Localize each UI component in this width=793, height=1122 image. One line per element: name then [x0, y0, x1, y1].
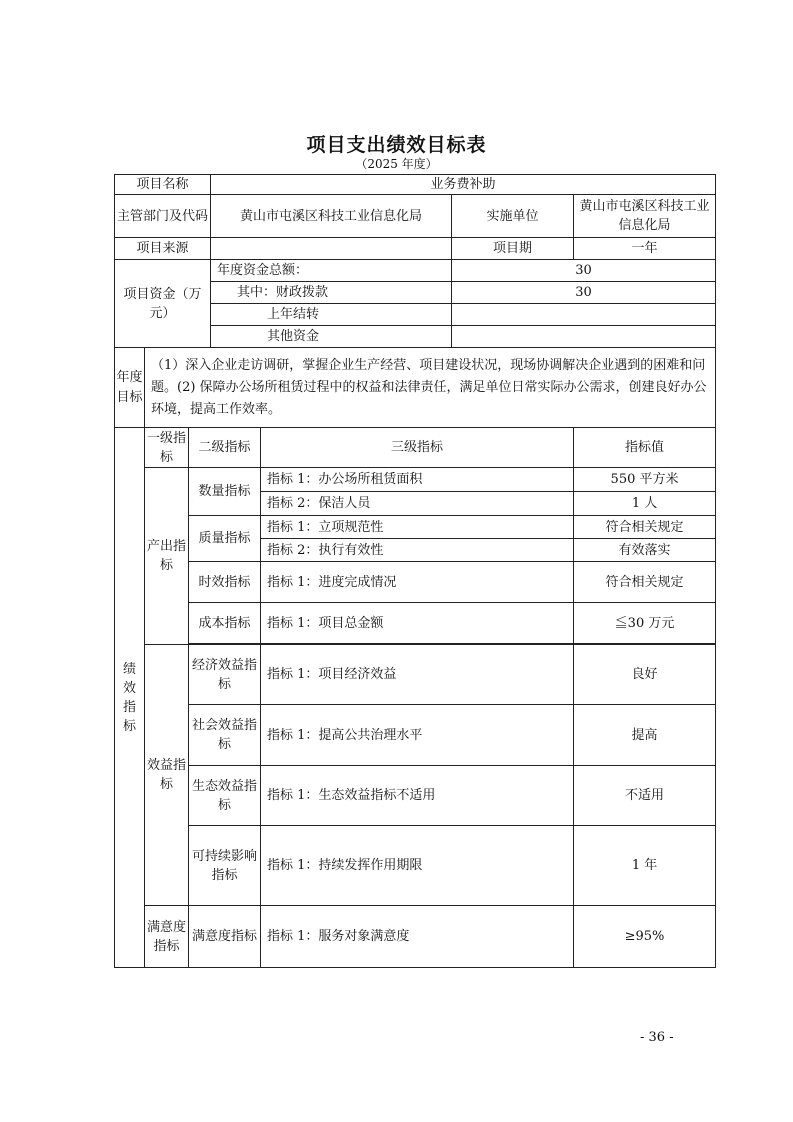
satisfaction-sub-label: 满意度指标	[189, 906, 261, 968]
indicator-name: 指标 1：办公场所租赁面积	[261, 468, 574, 492]
indicator-name: 指标 1：服务对象满意度	[261, 906, 574, 968]
goal-text: （1）深入企业走访调研，掌握企业生产经营、项目建设状况，现场协调解决企业遇到的困难和问题。(2) 保障办公场所租赁过程中的权益和法律责任，满足单位日常实际办公需求，创建良好办公环境，提高工作效率。	[145, 348, 716, 428]
output-label: 产出指标	[145, 468, 189, 645]
funds-label: 项目资金（万元）	[115, 260, 211, 348]
impl-unit-label: 实施单位	[452, 195, 574, 238]
indicator-value: 符合相关规定	[574, 562, 716, 603]
indicator-value: 有效落实	[574, 539, 716, 562]
indicator-value: 550 平方米	[574, 468, 716, 492]
page-number: - 36 -	[640, 1030, 674, 1045]
project-name-value: 业务费补助	[211, 175, 716, 195]
satisfaction-label: 满意度指标	[145, 906, 189, 968]
funds-carryover-label: 上年结转	[211, 304, 452, 326]
indicator-name: 指标 2：保洁人员	[261, 492, 574, 516]
indicator-value: 1 人	[574, 492, 716, 516]
social-label: 社会效益指标	[189, 705, 261, 766]
ecological-label: 生态效益指标	[189, 766, 261, 826]
source-value	[211, 238, 452, 260]
quality-label: 质量指标	[189, 516, 261, 562]
indicator-name: 指标 2：执行有效性	[261, 539, 574, 562]
indicator-name: 指标 1：生态效益指标不适用	[261, 766, 574, 826]
indicator-value: 良好	[574, 645, 716, 705]
funds-fiscal-value: 30	[452, 282, 716, 304]
indicator-value: 符合相关规定	[574, 516, 716, 539]
quantity-label: 数量指标	[189, 468, 261, 516]
funds-carryover-value	[452, 304, 716, 326]
funds-other-value	[452, 326, 716, 348]
indicator-value: 1 年	[574, 826, 716, 906]
sustainable-label: 可持续影响指标	[189, 826, 261, 906]
indicator-name: 指标 1：项目总金额	[261, 603, 574, 644]
goal-label: 年度目标	[115, 348, 145, 428]
indicator-value: 不适用	[574, 766, 716, 826]
indicator-name: 指标 1：项目经济效益	[261, 645, 574, 705]
indicator-value: ≦30 万元	[574, 603, 716, 644]
funds-total-value: 30	[452, 260, 716, 282]
funds-total-label: 年度资金总额：	[211, 260, 452, 282]
funds-fiscal-label: 其中：财政拨款	[211, 282, 452, 304]
economic-label: 经济效益指标	[189, 645, 261, 705]
header-level3: 三级指标	[261, 428, 574, 468]
funds-other-label: 其他资金	[211, 326, 452, 348]
indicator-value: ≥95%	[574, 906, 716, 968]
header-level2: 二级指标	[189, 428, 261, 468]
impl-unit-value: 黄山市屯溪区科技工业信息化局	[574, 195, 716, 238]
timeliness-label: 时效指标	[189, 562, 261, 603]
header-level1: 一级指标	[145, 428, 189, 468]
indicator-value: 提高	[574, 705, 716, 766]
header-value: 指标值	[574, 428, 716, 468]
indicator-name: 指标 1：提高公共治理水平	[261, 705, 574, 766]
period-label: 项目期	[452, 238, 574, 260]
indicator-name: 指标 1：立项规范性	[261, 516, 574, 539]
source-label: 项目来源	[115, 238, 211, 260]
dept-value: 黄山市屯溪区科技工业信息化局	[211, 195, 452, 238]
dept-label: 主管部门及代码	[115, 195, 211, 238]
project-name-label: 项目名称	[115, 175, 211, 195]
perf-label: 绩效指标	[115, 428, 145, 968]
period-value: 一年	[574, 238, 716, 260]
page-subtitle: （2025 年度）	[355, 157, 438, 171]
page-title: 项目支出绩效目标表	[306, 134, 487, 156]
benefit-label: 效益指标	[145, 645, 189, 906]
performance-target-table	[114, 174, 716, 968]
indicator-name: 指标 1：进度完成情况	[261, 562, 574, 603]
indicator-name: 指标 1：持续发挥作用期限	[261, 826, 574, 906]
cost-label: 成本指标	[189, 603, 261, 644]
